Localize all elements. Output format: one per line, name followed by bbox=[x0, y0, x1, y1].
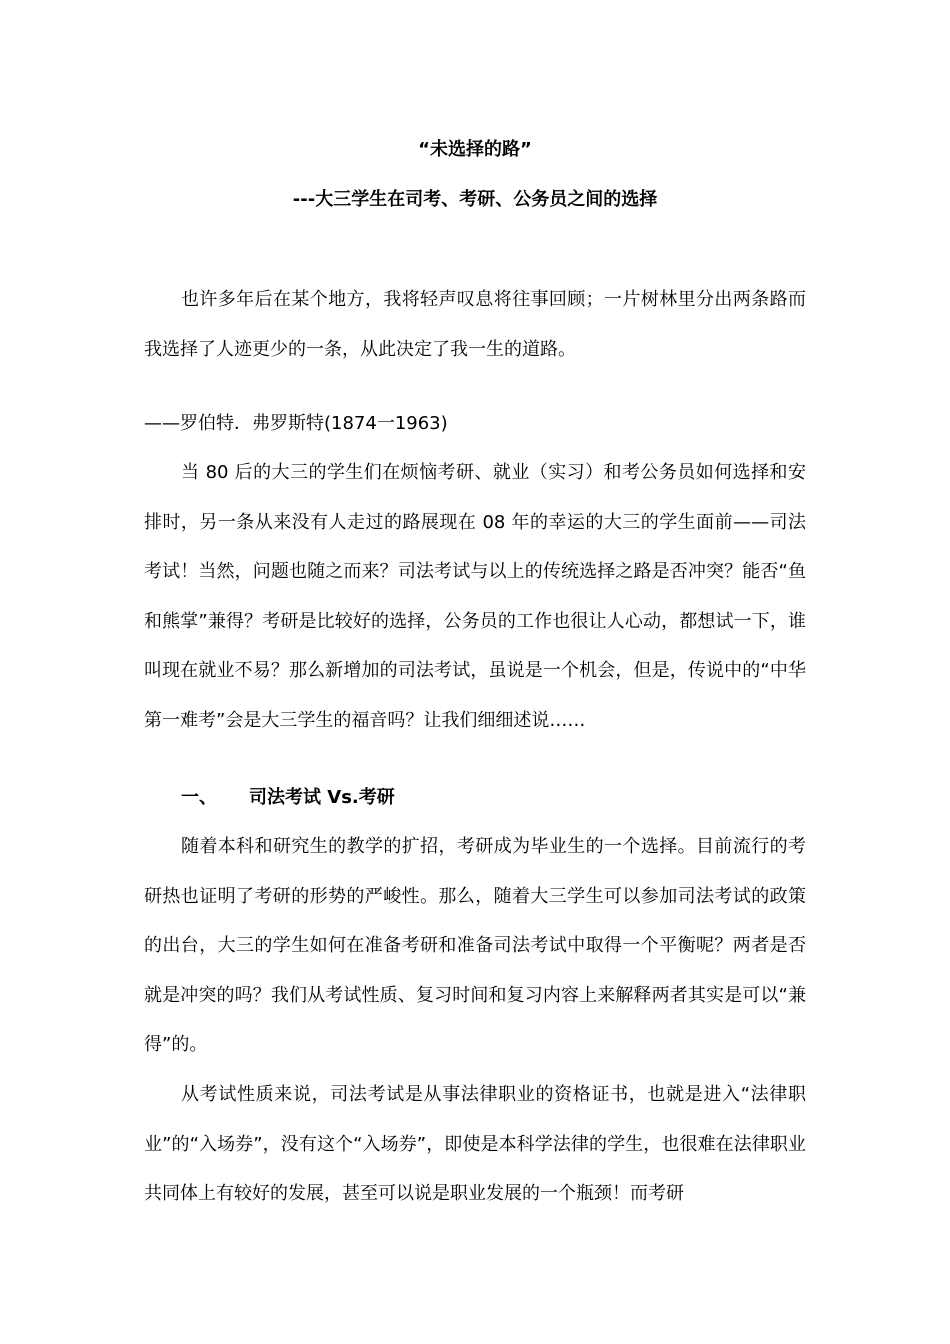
section-title: 司法考试 Vs.考研 bbox=[249, 787, 395, 808]
section-paragraph-1: 随着本科和研究生的教学的扩招，考研成为毕业生的一个选择。目前流行的考研热也证明了考研的形势的严峻性。那么，随着大三学生可以参加司法考试的政策的出台，大三的学生如何在准备考研和准备司法考试中取得一个平衡呢？两者是否就是冲突的吗？我们从考试性质、复习时间和复习内容上来解释两者其实是可以“兼得”的。 bbox=[144, 836, 806, 1055]
intro-paragraph: 当 80 后的大三的学生们在烦恼考研、就业（实习）和考公务员如何选择和安排时，另一条从来没有人走过的路展现在 08 年的幸运的大三的学生面前——司法考试！当然，问题也随之而来？司法考试与以上的传统选择之路是否冲突？能否“鱼和熊掌”兼得？考研是比较好的选择，公务员的工作也很让人心动，都想试一下，谁叫现在就业不易？那么新增加的司法考试，虽说是一个机会，但是，传说中的“中华第一难考”会是大三学生的福音吗？让我们细细述说…… bbox=[144, 462, 806, 731]
section-number: 一、 bbox=[181, 787, 217, 808]
poem-paragraph: 也许多年后在某个地方，我将轻声叹息将往事回顾；一片树林里分出两条路而我选择了人迹更少的一条，从此决定了我一生的道路。 bbox=[144, 289, 806, 360]
section-heading bbox=[181, 784, 395, 812]
document-subtitle: ---大三学生在司考、考研、公务员之间的选择 bbox=[292, 189, 658, 210]
poem-attribution: ——罗伯特．弗罗斯特(1874一1963) bbox=[144, 413, 448, 434]
document-title: “未选择的路” bbox=[418, 139, 532, 160]
section-paragraph-2: 从考试性质来说，司法考试是从事法律职业的资格证书，也就是进入“法律职业”的“入场券”，没有这个“入场券”，即使是本科学法律的学生，也很难在法律职业共同体上有较好的发展，甚至可以说是职业发展的一个瓶颈！而考研 bbox=[144, 1084, 806, 1204]
